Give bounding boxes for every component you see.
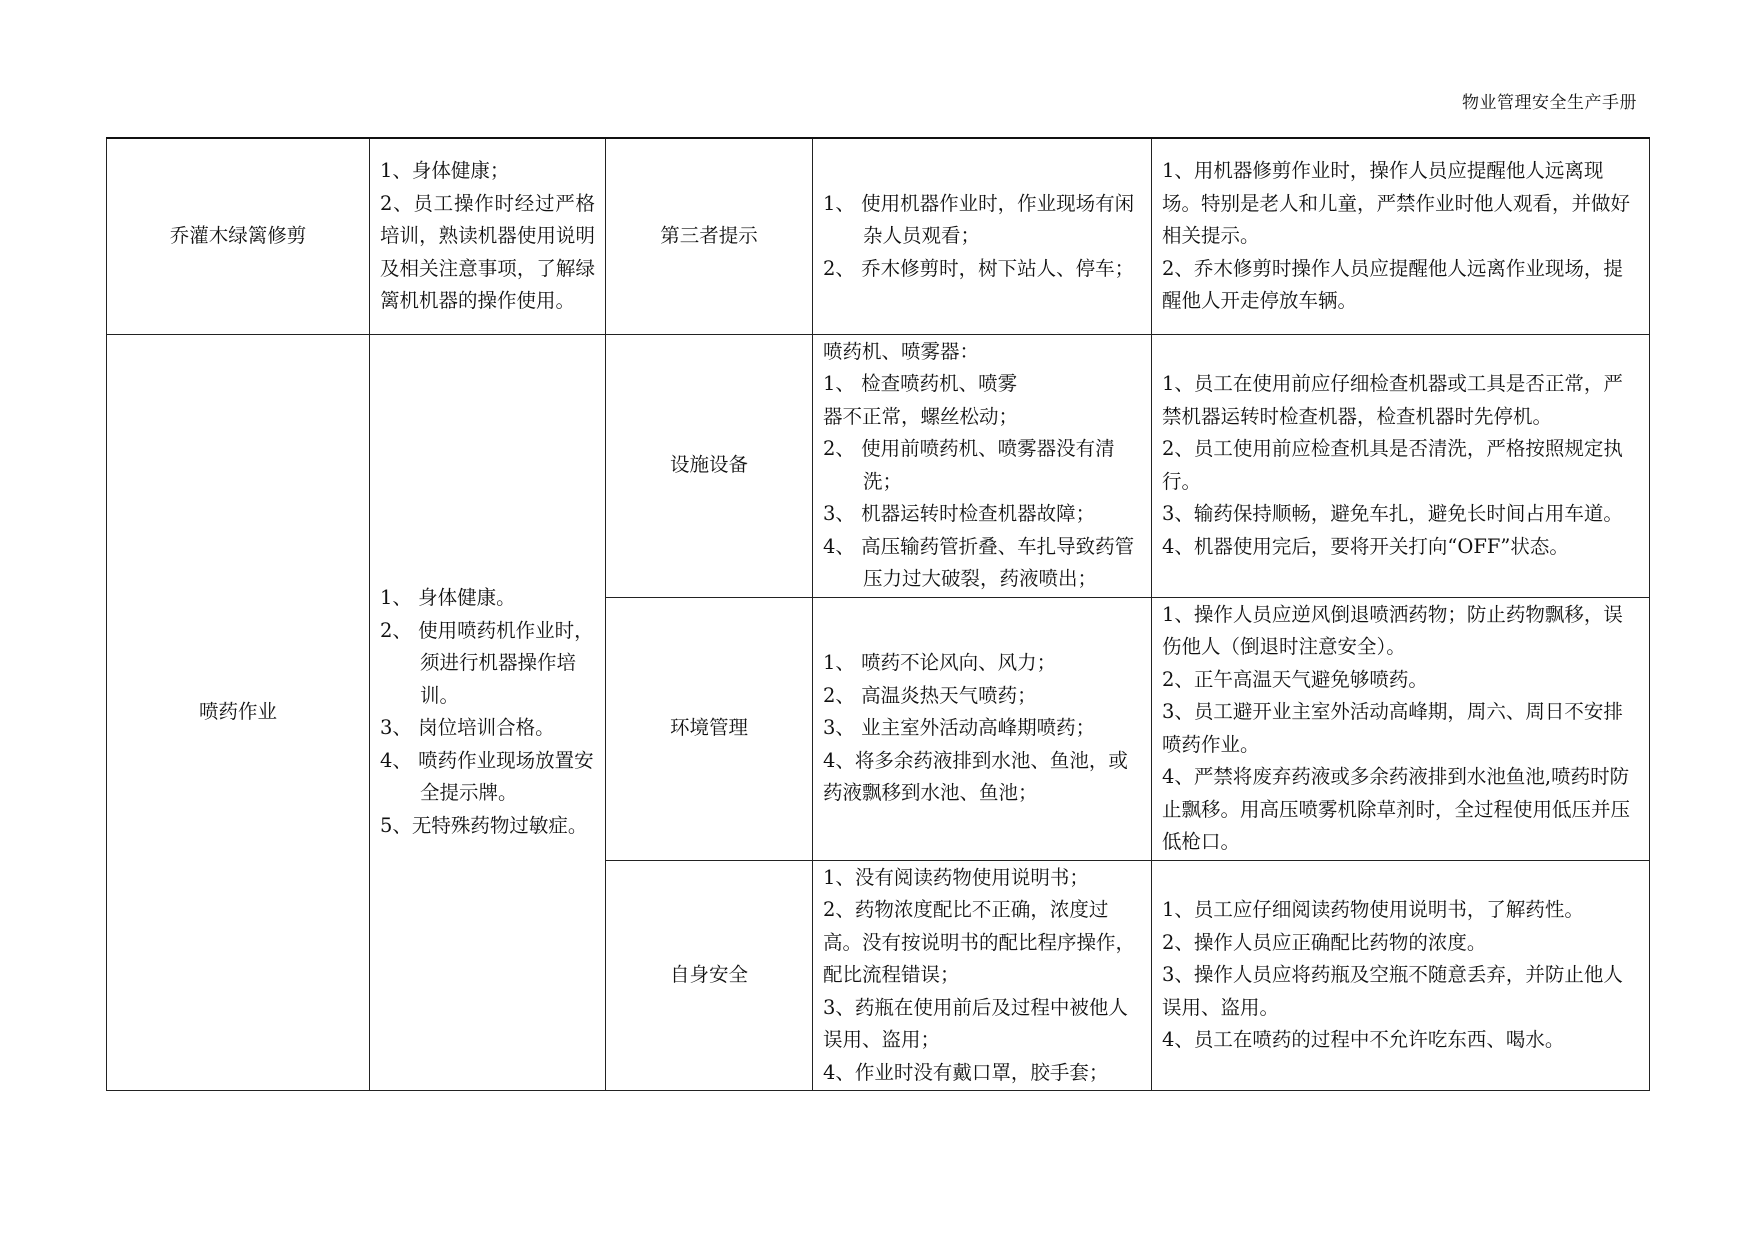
measure-item: 2、乔木修剪时操作人员应提醒他人远离作业现场，提醒他人开走停放车辆。 — [1162, 256, 1623, 312]
hazard-item: 2、药物浓度配比不正确，浓度过高。没有按说明书的配比程序操作，配比流程错误； — [823, 898, 1136, 986]
measures-cell — [1152, 138, 1650, 334]
measure-item: 4、员工在喷药的过程中不允许吃东西、喝水。 — [1162, 1028, 1565, 1051]
measure-item: 3、操作人员应将药瓶及空瓶不随意丢弃，并防止他人误用、盗用。 — [1162, 963, 1623, 1019]
requirements-cell — [370, 334, 606, 1091]
hazard-item: 2、 乔木修剪时，树下站人、停车； — [823, 256, 1135, 280]
measure-item: 2、正午高温天气避免够喷药。 — [1162, 667, 1428, 691]
task-cell: 乔灌木绿篱修剪 — [107, 138, 370, 334]
table-row — [107, 138, 1650, 334]
requirement-item: 2、 使用喷药机作业时，须进行机器操作培训。 — [380, 618, 594, 707]
measure-item: 1、用机器修剪作业时，操作人员应提醒他人远离现场。特别是老人和儿童，严禁作业时他人观看，并做好相关提示。 — [1162, 159, 1631, 247]
measure-item: 1、员工在使用前应仔细检查机器或工具是否正常，严禁机器运转时检查机器，检查机器时先停机。 — [1162, 372, 1623, 428]
table-row — [107, 334, 1650, 597]
hazard-item: 1、 检查喷药机、喷雾 — [823, 372, 1018, 395]
measure-item: 3、员工避开业主室外活动高峰期，周六、周日不安排喷药作业。 — [1162, 700, 1623, 756]
hazards-cell — [813, 597, 1152, 860]
requirement-item: 1、 身体健康。 — [380, 586, 516, 610]
measure-item: 2、员工使用前应检查机具是否清洗，严格按照规定执行。 — [1162, 437, 1623, 493]
safety-hazard-table — [106, 137, 1650, 1091]
hazard-factor-cell: 设施设备 — [606, 334, 813, 597]
hazard-item: 3、 业主室外活动高峰期喷药； — [823, 716, 1096, 740]
hazard-item: 2、 使用前喷药机、喷雾器没有清洗； — [823, 437, 1115, 493]
measure-item: 4、机器使用完后，要将开关打向“OFF”状态。 — [1162, 534, 1569, 558]
hazard-factor-cell: 第三者提示 — [606, 138, 813, 334]
requirement-item: 2、员工操作时经过严格培训，熟读机器使用说明及相关注意事项，了解绿篱机机器的操作使用。 — [380, 191, 595, 312]
measures-cell — [1152, 334, 1650, 597]
hazard-item: 1、没有阅读药物使用说明书； — [823, 865, 1089, 889]
measure-item: 4、严禁将废弃药液或多余药液排到水池鱼池,喷药时防止飘移。用高压喷雾机除草剂时，全过程使用低压并压低枪口。 — [1162, 765, 1631, 853]
measures-cell — [1152, 597, 1650, 860]
requirement-item: 3、 岗位培训合格。 — [380, 716, 555, 740]
hazard-factor-cell: 自身安全 — [606, 860, 813, 1091]
requirements-cell — [370, 138, 606, 334]
hazard-item: 1、 使用机器作业时，作业现场有闲杂人员观看； — [823, 191, 1135, 247]
hazard-item: 器不正常，螺丝松动； — [823, 404, 1019, 428]
hazard-factor-cell: 环境管理 — [606, 597, 813, 860]
measures-cell — [1152, 860, 1650, 1091]
hazard-item: 4、将多余药液排到水池、鱼池，或药液飘移到水池、鱼池； — [823, 748, 1128, 805]
hazard-item: 4、 高压输药管折叠、车扎导致药管压力过大破裂，药液喷出； — [823, 534, 1135, 590]
requirement-item: 5、无特殊药物过敏症。 — [380, 813, 588, 837]
measure-item: 1、员工应仔细阅读药物使用说明书，了解药性。 — [1162, 898, 1584, 921]
hazards-cell — [813, 138, 1152, 334]
measure-item: 2、操作人员应正确配比药物的浓度。 — [1162, 930, 1487, 954]
task-cell: 喷药作业 — [107, 334, 370, 1091]
page-header-title: 物业管理安全生产手册 — [1462, 93, 1637, 113]
hazard-item: 3、药瓶在使用前后及过程中被他人误用、盗用； — [823, 995, 1128, 1051]
hazard-intro: 喷药机、喷雾器： — [823, 339, 980, 363]
hazard-item: 1、 喷药不论风向、风力； — [823, 651, 1057, 675]
hazard-item: 3、 机器运转时检查机器故障； — [823, 502, 1096, 525]
requirement-item: 4、 喷药作业现场放置安全提示牌。 — [380, 748, 594, 805]
hazard-item: 4、作业时没有戴口罩，胶手套； — [823, 1060, 1109, 1084]
hazard-item: 2、 高温炎热天气喷药； — [823, 683, 1037, 707]
measure-item: 1、操作人员应逆风倒退喷洒药物；防止药物飘移，误伤他人（倒退时注意安全）。 — [1162, 602, 1623, 658]
requirement-item: 1、身体健康； — [380, 159, 510, 182]
measure-item: 3、输药保持顺畅，避免车扎，避免长时间占用车道。 — [1162, 502, 1623, 525]
hazards-cell — [813, 860, 1152, 1091]
hazards-cell — [813, 334, 1152, 597]
